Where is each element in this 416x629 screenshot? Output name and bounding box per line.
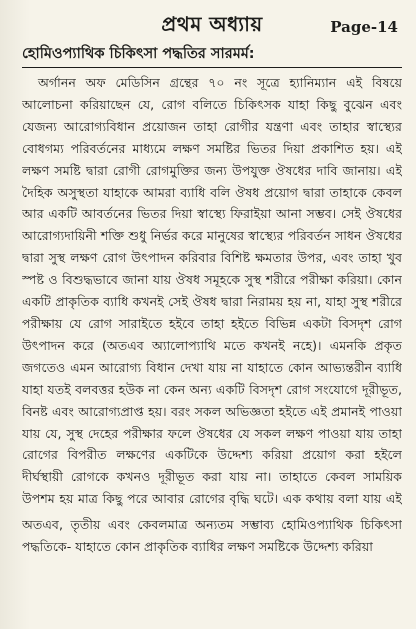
closing-text [22,514,402,558]
page-header [22,8,402,44]
section-heading: হোমিওপ্যাথিক চিকিৎসা পদ্ধতির সারমর্ম: [22,44,402,68]
body-text [22,72,402,508]
paragraph: অর্গানন অফ মেডিসিন গ্রন্থের ৭০ নং সূত্রে হ্যানিম্যান এই বিষয়ে আলোচনা করিয়াছেন যে, রোগ বলিতে চিকিৎসক যাহা কিছু বুঝেন এবং যেজন্য আরোগ্যবিধান প্রয়োজন তাহা রোগীর যন্ত্রণা এবং তাহার স্বাস্থ্যের বোধগম্য পরিবর্তনের মাধ্যমে লক্ষণ সমষ্টির ভিতর দিয়া প্রকাশিত হয়। এই লক্ষণ সমষ্টি দ্বারা রোগী রোগমুক্তির জন্য উপযুক্ত ঔষধের দাবি জানায়। এই দৈহিক অসুস্থতা যাহাকে আমরা ব্যাধি বলি ঔষধ প্রয়োগ দ্বারা তাহাকে কেবল আর একটি আবর্তনের ভিতর দিয়া স্বাস্থ্যে ফিরাইয়া আনা সম্ভব। সেই ঔষধের আরোগ্যদায়িনী শক্তি শুধু নির্ভর করে মানুষের স্বাস্থ্যের পরিবর্তন সাধন ঔষধের দ্বারা সুস্থ লক্ষণ রোগ উৎপাদন করিবার বিশিষ্ট ক্ষমতার উপর, এবং তাহা খুব স্পষ্ট ও বিশুদ্ধভাবে জানা যায় ঔষধ সমূহকে সুস্থ শরীরে পরীক্ষা করিয়া। কোন একটি প্রাকৃতিক ব্যাধি কখনই সেই ঔষধ দ্বারা নিরাময় হয় না, যাহা সুস্থ শরীরে পরীক্ষায় যে রোগ সারাইতে হইবে তাহা হইতে বিভিন্ন একটা বিসদৃশ রোগ উৎপাদন করে (অতএব অ্যালোপ্যাথি মতে কখনই নহে)। এমনকি প্রকৃত জগতেও এমন আরোগ্য বিধান দেখা যায় না যাহাতে কোন আভ্যন্তরীন ব্যাধি যাহা যতই বলবত্তর হউক না কেন অন্য একটি বিসদৃশ রোগ সংযোগে দূরীভূত, বিনষ্ট এবং আরোগ্যপ্রাপ্ত হয়। বরং সকল অভিজ্ঞতা হইতে এই প্রমানই পাওয়া যায় যে, সুস্থ দেহের পরীক্ষার ফলে ঔষধের যে সকল লক্ষণ পাওয়া যায় তাহা রোগের বিপরীত লক্ষণের একটিকে উদ্দেশ্য করিয়া প্রয়োগ করা হইলে দীর্ঘস্থায়ী রোগকে কখনও দূরীভূত করা যায় না। তাহাতে কেবল সাময়িক উপশম হয় মাত্র কিছু পরে আবার রোগের বৃদ্ধি ঘটে। এক কথায় বলা যায় এই [22,75,402,507]
page-number: Page-14 [330,18,398,36]
chapter-title: প্রথম অধ্যায় [161,12,263,36]
closing-paragraph: অতএব, তৃতীয় এবং কেবলমাত্র অন্যতম সম্ভাব্য হোমিওপ্যাথিক চিকিৎসা পদ্ধতিকে- যাহাতে কোন প্রাকৃতিক ব্যাধির লক্ষণ সমষ্টিকে উদ্দেশ্য করিয়া [22,517,402,554]
